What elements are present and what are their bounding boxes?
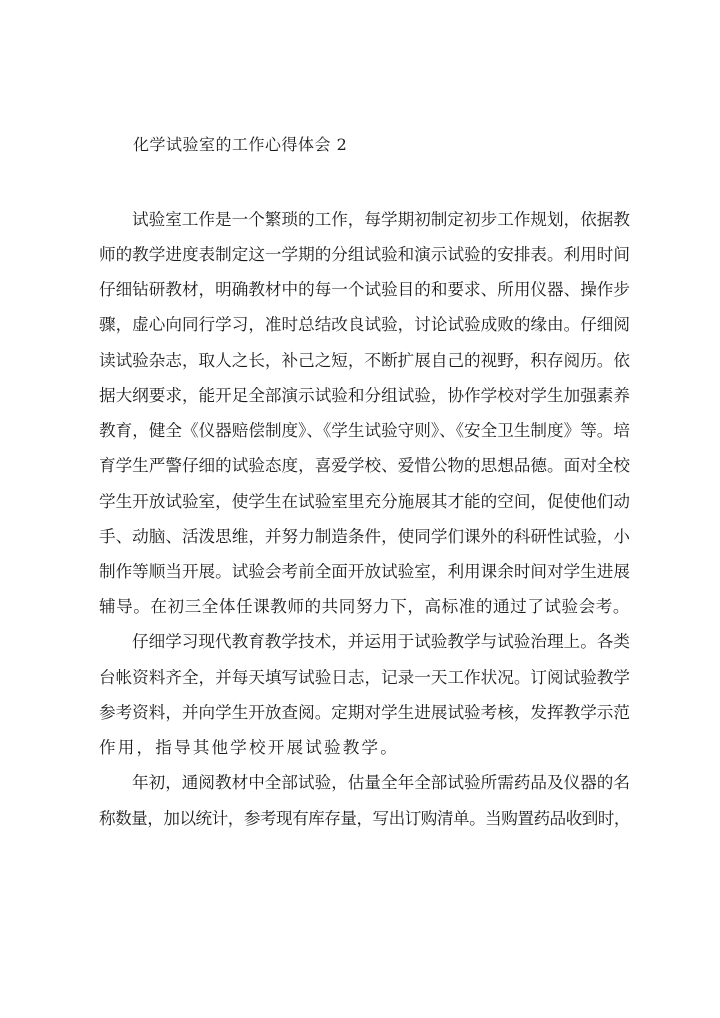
text-line: 试验室工作是一个繁琐的工作，每学期初制定初步工作规划，依据教: [132, 210, 630, 229]
document-title: 化学试验室的工作心得体会 2: [133, 135, 348, 154]
text-line: 台帐资料齐全，并每天填写试验日志，记录一天工作状况。订阅试验教学: [99, 668, 630, 687]
text-line: 师的教学进度表制定这一学期的分组试验和演示试验的安排表。利用时间: [99, 245, 630, 264]
text-line: 称数量，加以统计，参考现有库存量，写出订购清单。当购置药品收到时，: [99, 809, 630, 828]
text-line: 作用，指导其他学校开展试验教学。: [99, 738, 399, 757]
text-line: 教育，健全《仪器赔偿制度》、《学生试验守则》、《安全卫生制度》等。培: [99, 421, 630, 440]
text-line: 辅导。在初三全体任课教师的共同努力下，高标准的通过了试验会考。: [99, 597, 630, 616]
text-line: 仔细学习现代教育教学技术，并运用于试验教学与试验治理上。各类: [132, 632, 630, 651]
text-line: 读试验杂志，取人之长，补己之短，不断扩展自己的视野，积存阅历。依: [99, 351, 630, 370]
text-line: 制作等顺当开展。试验会考前全面开放试验室，利用课余时间对学生进展: [99, 562, 630, 581]
text-line: 骤，虚心向同行学习，准时总结改良试验，讨论试验成败的缘由。仔细阅: [99, 315, 630, 334]
text-line: 仔细钻研教材，明确教材中的每一个试验目的和要求、所用仪器、操作步: [99, 280, 630, 299]
text-line: 年初，通阅教材中全部试验，估量全年全部试验所需药品及仪器的名: [132, 773, 630, 792]
text-line: 学生开放试验室，使学生在试验室里充分施展其才能的空间，促使他们动: [99, 492, 630, 511]
text-line: 据大纲要求，能开足全部演示试验和分组试验，协作学校对学生加强素养: [99, 386, 630, 405]
text-line: 参考资料，并向学生开放查阅。定期对学生进展试验考核，发挥教学示范: [99, 703, 630, 722]
text-line: 育学生严警仔细的试验态度，喜爱学校、爱惜公物的思想品德。面对全校: [99, 456, 630, 475]
text-line: 手、动脑、活泼思维，并努力制造条件，使同学们课外的科研性试验，小: [99, 527, 630, 546]
